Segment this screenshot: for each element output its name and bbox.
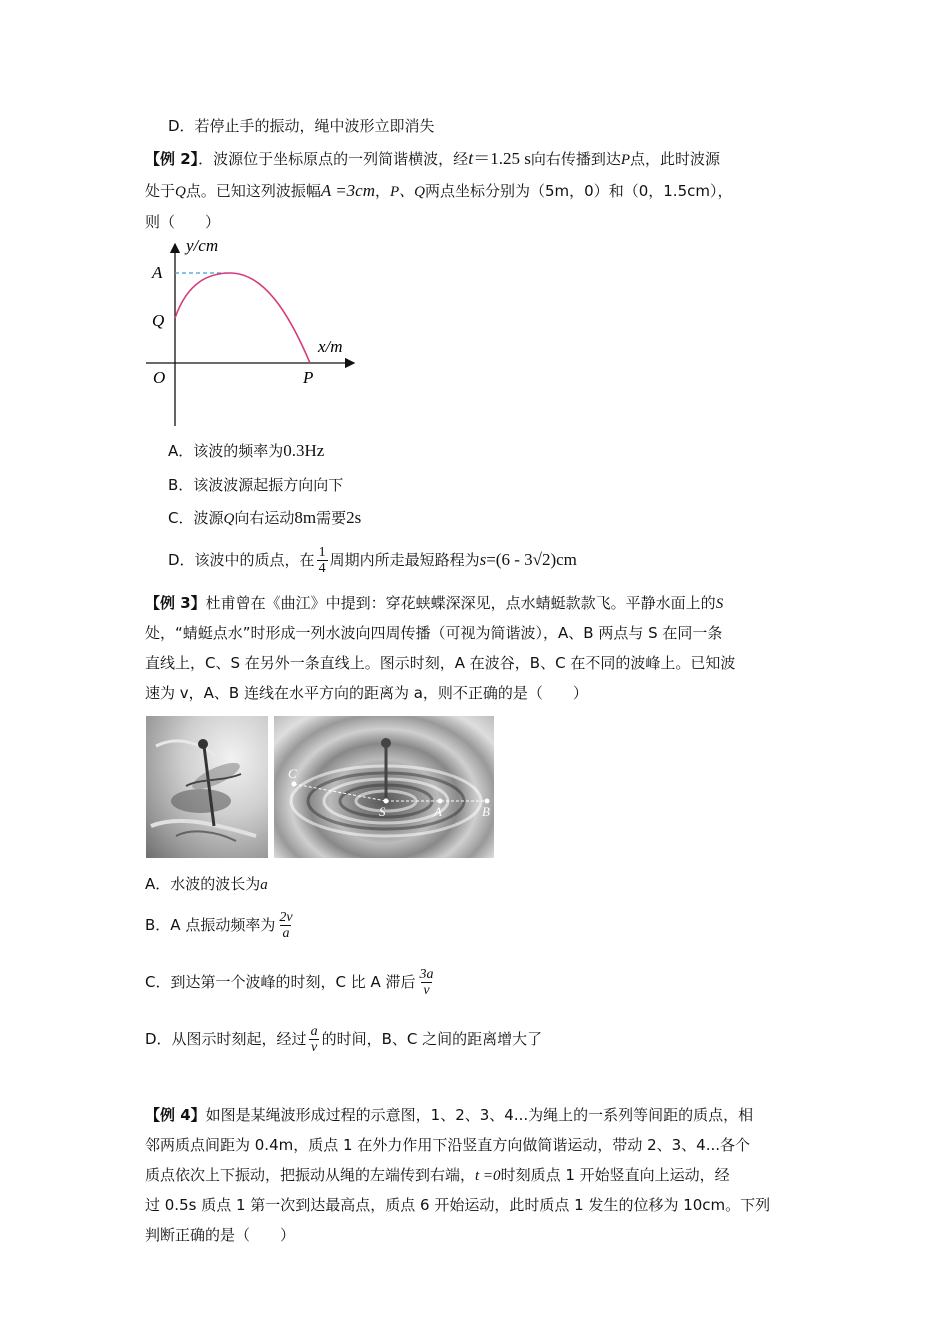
ex2-tag: 【例 2】 — [145, 150, 199, 168]
fraction-quarter: $\frac{1}{4}$ — [318, 545, 326, 576]
label-p: P — [303, 368, 314, 387]
water-ripple-photo — [274, 716, 494, 858]
ex4-line-3: 质点依次上下振动，把振动从绳的左端传到右端，t =0时刻质点 1 开始竖直向上运动，经 — [145, 1166, 730, 1184]
ex2-option-a: A．该波的频率为0.3Hz — [168, 441, 325, 460]
ripple-diagram — [274, 716, 494, 858]
fraction-3a-v: $\frac{3a}{v}$ — [419, 967, 434, 998]
ex3-line-4: 速为 v，A、B 连线在水平方向的距离为 a，则不正确的是（ ） — [145, 684, 588, 702]
photo-label-s: S — [379, 804, 386, 819]
ex3-option-d: D．从图示时刻起，经过 $\frac{a}{v}$ 的时间，B、C 之间的距离增大了 — [145, 1024, 543, 1055]
fraction-a-v: $\frac{a}{v}$ — [310, 1024, 318, 1055]
wave-curve — [175, 273, 310, 363]
ex2-option-b: B．该波波源起振方向向下 — [168, 476, 344, 494]
ex3-option-a: A．水波的波长为a — [145, 875, 268, 893]
ex4-line-5: 判断正确的是（ ） — [145, 1226, 296, 1244]
photo-label-a: A — [434, 804, 442, 819]
photo-label-c: C — [288, 766, 297, 781]
ex2-option-d: D．该波中的质点，在 $\frac{1}{4}$ 周期内所走最短路程为s=(6 - 3√2)cm — [168, 545, 577, 576]
ex2-line-2: 处于Q点。已知这列波振幅A =3cm，P、Q两点坐标分别为（5m，0）和（0，1.5cm）， — [145, 181, 733, 200]
dragonfly-photo — [146, 716, 268, 858]
photo-label-b: B — [482, 804, 490, 819]
ex2-line-3: 则（ ） — [145, 213, 221, 231]
ex4-line-2: 邻两质点间距为 0.4m，质点 1 在外力作用下沿竖直方向做简谐运动，带动 2、3、4...各个 — [145, 1136, 751, 1154]
ex4-line-4: 过 0.5s 质点 1 第一次到达最高点，质点 6 开始运动，此时质点 1 发生的位移为 10cm。下列 — [145, 1196, 771, 1214]
ex3-line-3: 直线上，C、S 在另外一条直线上。图示时刻，A 在波谷，B、C 在不同的波峰上。已知波 — [145, 654, 736, 672]
ex3-line-1: 【例 3】杜甫曾在《曲江》中提到：穿花蛱蝶深深见，点水蜻蜓款款飞。平静水面上的S — [145, 594, 724, 612]
ex3-tag: 【例 3】 — [145, 594, 206, 612]
label-a: A — [152, 263, 163, 282]
ex3-option-b: B．A 点振动频率为 $\frac{2v}{a}$ — [145, 910, 293, 941]
fraction-2v-a: $\frac{2v}{a}$ — [279, 910, 293, 941]
ex2-option-c: C．波源Q向右运动8m需要2s — [168, 508, 362, 527]
y-axis-label: y/cm — [186, 236, 219, 255]
wave-graph — [138, 236, 363, 431]
label-q: Q — [152, 311, 165, 330]
label-o: O — [153, 368, 166, 387]
ex3-option-c: C．到达第一个波峰的时刻，C 比 A 滞后 $\frac{3a}{v}$ — [145, 967, 434, 998]
q1-option-d: D．若停止手的振动，绳中波形立即消失 — [168, 117, 435, 135]
ex3-line-2: 处，“蜻蜓点水”时形成一列水波向四周传播（可视为简谐波），A、B 两点与 S 在同一条 — [145, 624, 723, 642]
dragonfly-icon — [146, 716, 268, 858]
ex2-line-1: 【例 2】．波源位于坐标原点的一列简谐横波，经t＝1.25 s向右传播到达P点，此时波源 — [145, 148, 721, 168]
ex4-tag: 【例 4】 — [145, 1106, 206, 1124]
x-axis-label: x/m — [318, 337, 343, 356]
ex4-line-1: 【例 4】如图是某绳波形成过程的示意图，1、2、3、4...为绳上的一系列等间距的质点，相 — [145, 1106, 754, 1124]
